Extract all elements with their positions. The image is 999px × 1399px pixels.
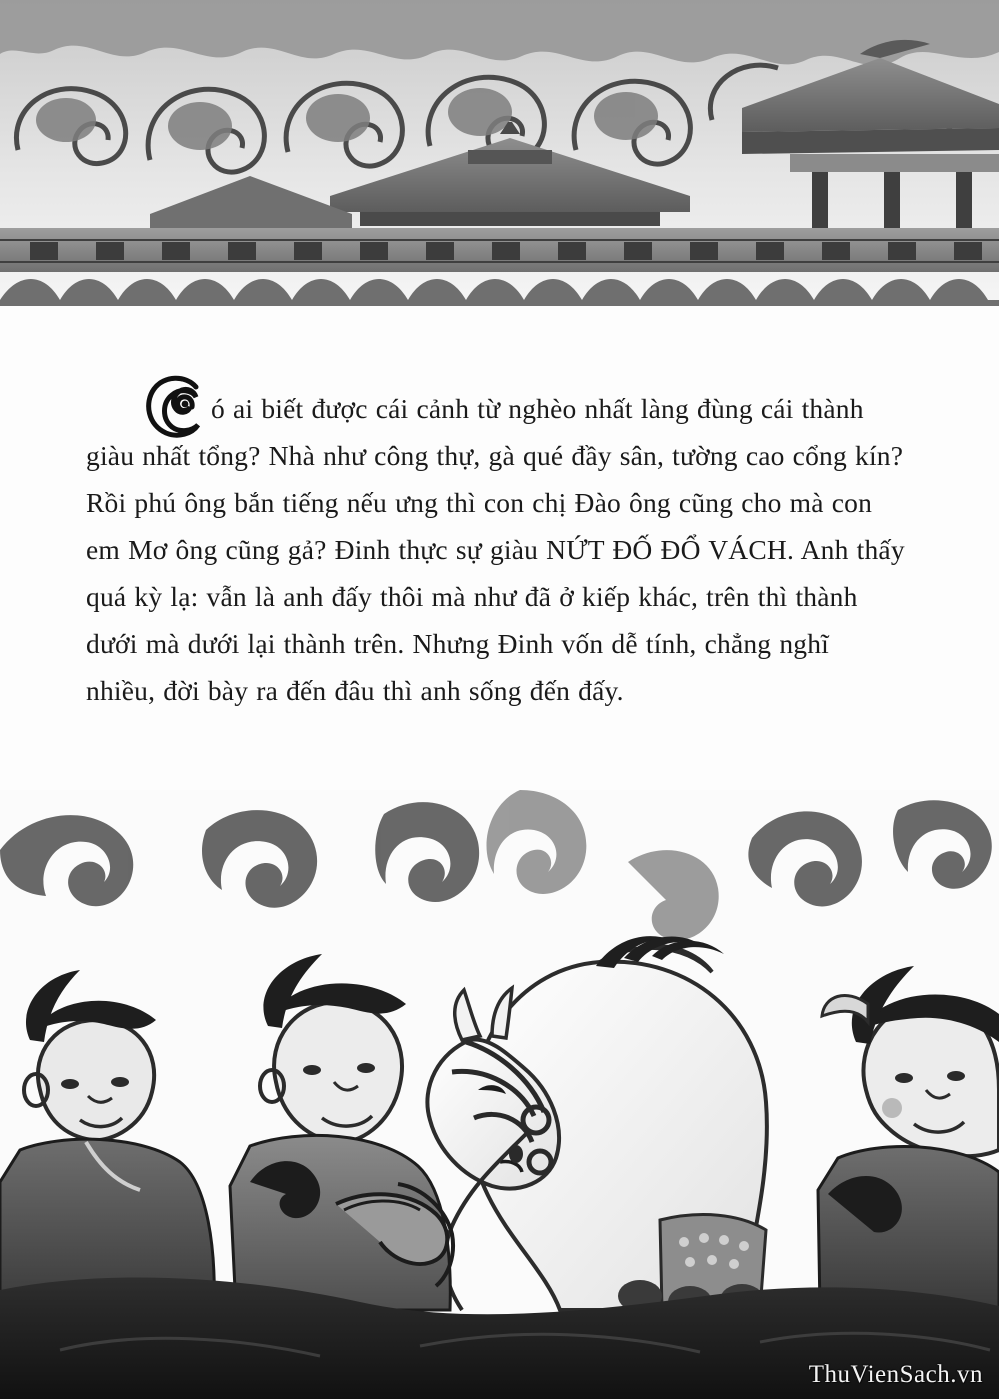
drop-cap-letter-c <box>138 371 210 443</box>
top-illustration <box>0 0 999 320</box>
body-text-block <box>86 385 906 714</box>
paragraph-text: ó ai biết được cái cảnh từ nghèo nhất làng đùng cái thành giàu nhất tổng? Nhà như công thự, gà qué đầy sân, tường cao cổng kín? Rồi phú ông bắn tiếng nếu ưng thì con chị Đào ông cũng cho mà con em Mơ ông cũng gả? Đinh thực sự giàu NỨT ĐỐ ĐỔ VÁCH. Anh thấy quá kỳ lạ: vẫn là anh đấy thôi mà như đã ở kiếp khác, trên thì thành dưới mà dưới lại thành trên. Nhưng Đinh vốn dễ tính, chẳng nghĩ nhiều, đời bày ra đến đâu thì anh sống đến đấy. <box>86 393 905 706</box>
bottom-illustration <box>0 790 999 1399</box>
site-watermark: ThuVienSach.vn <box>808 1361 983 1388</box>
